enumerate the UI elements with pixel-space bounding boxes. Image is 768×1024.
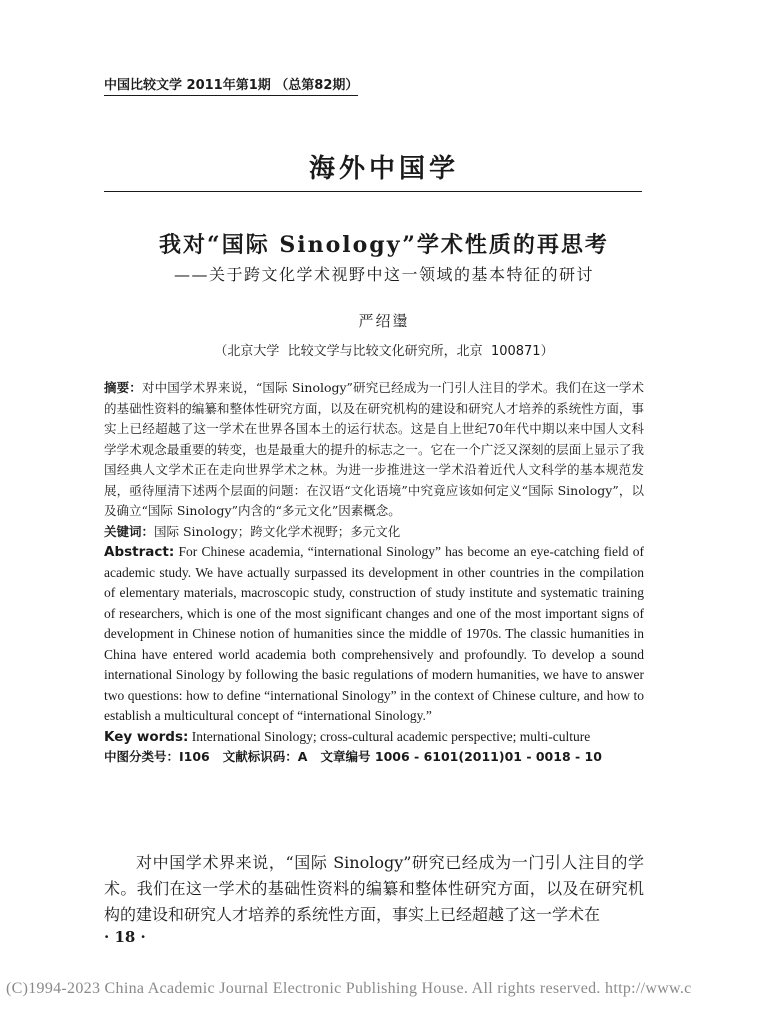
article-subtitle: ——关于跨文化学术视野中这一领域的基本特征的研讨 bbox=[173, 265, 594, 284]
abstract-en-label: Abstract: bbox=[104, 544, 175, 560]
abstract-en bbox=[104, 542, 644, 727]
keywords-en-text: International Sinology; cross-cultural academic perspective; multi-culture bbox=[191, 728, 591, 744]
keywords-en-label: Key words: bbox=[104, 728, 189, 745]
keywords-zh-text: 国际 Sinology；跨文化学术视野；多元文化 bbox=[154, 523, 401, 539]
abstract-zh bbox=[104, 378, 644, 522]
article-title: 我对“国际 Sinology”学术性质的再思考 bbox=[159, 232, 609, 258]
section-divider bbox=[104, 191, 642, 192]
keywords-zh-label: 关键词： bbox=[104, 523, 155, 539]
abstract-en-text: For Chinese academia, “international Sinology” has become an eye-catching field of academic study. We have actually surpassed its development in other countries in the compilation of elementary materials, macroscopic study, construction of study institute and systematic training of researchers, which is one of the most significant changes and one of the most important signs of development in Chinese notion of humanities since the middle of 1970s. The classic humanities in China have entered world academia both comprehensively and profoundly. To develop a sound international Sinology by following the basic regulations of modern humanities, we have to answer two questions: how to define “international Sinology” in the context of Chinese culture, and how to establish a multicultural concept of “international Sinology.” bbox=[104, 544, 644, 723]
page-number: · 18 · bbox=[104, 928, 146, 946]
author-name: 严绍璗 bbox=[358, 312, 410, 330]
keywords-en bbox=[104, 727, 644, 748]
body-paragraph: 对中国学术界来说，“国际 Sinology”研究已经成为一门引人注目的学术。我们在这一学术的基础性资料的编纂和整体性研究方面，以及在研究机构的建设和研究人才培养的系统性方面，事实上已经超越了这一学术在 bbox=[104, 853, 644, 924]
section-title: 海外中国学 bbox=[308, 154, 459, 184]
copyright-notice: (C)1994-2023 China Academic Journal Electronic Publishing House. All rights reserved. http://www.c bbox=[6, 980, 692, 997]
keywords-zh bbox=[104, 522, 644, 543]
author-affiliation: （北京大学 比较文学与比较文化研究所，北京 100871） bbox=[214, 344, 554, 359]
abstract-zh-text: 对中国学术界来说，“国际 Sinology”研究已经成为一门引人注目的学术。我们在这一学术的基础性资料的编纂和整体性研究方面，以及在研究机构的建设和研究人才培养的系统性方面，事实上已经超越了这一学术在世界各国本土的运行状态。这是自上世纪70年代中期以来中国人文科学学术观念最重要的转变，也是最重大的提升的标志之一。它在一个广泛又深刻的层面上显示了我国经典人文学术正在走向世界学术之林。为进一步推进这一学术沿着近代人文科学的基本规范发展，亟待厘清下述两个层面的问题：在汉语“文化语境”中究竟应该如何定义“国际 Sinology”，以及确立“国际 Sinology”内含的“多元文化”因素概念。 bbox=[104, 380, 644, 518]
abstract-block bbox=[104, 378, 644, 768]
abstract-zh-label: 摘要： bbox=[104, 380, 142, 395]
running-head: 中国比较文学 2011年第1期 （总第82期） bbox=[104, 74, 358, 96]
classification-line: 中图分类号：I106 文献标识码：A 文章编号 1006 - 6101(2011)01 - 0018 - 10 bbox=[104, 749, 602, 764]
